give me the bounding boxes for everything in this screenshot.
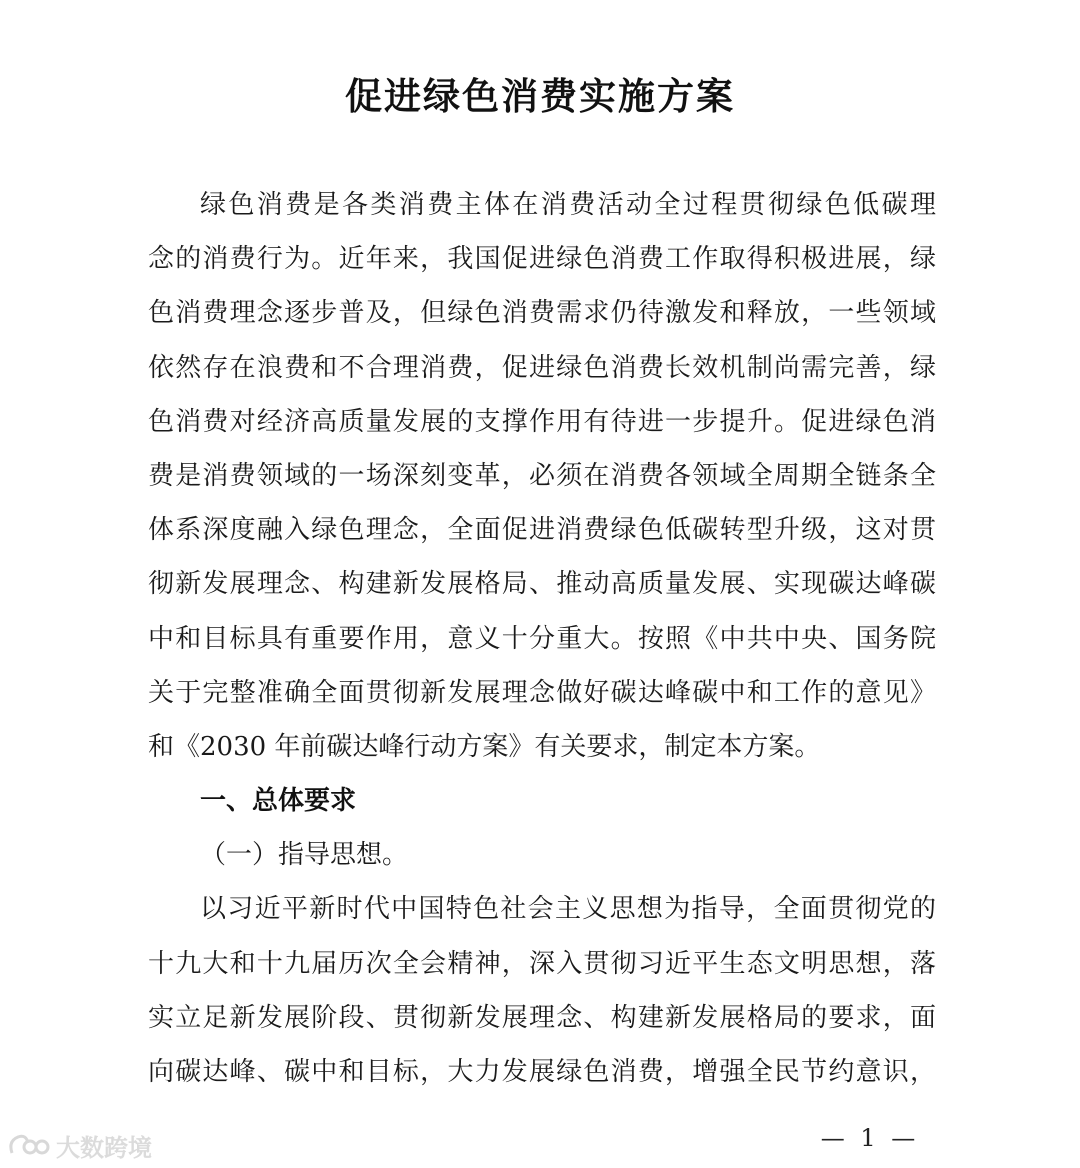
text-line: 实立足新发展阶段、贯彻新发展理念、构建新发展格局的要求，面 [148, 1002, 936, 1033]
text-line: 色消费理念逐步普及，但绿色消费需求仍待激发和释放，一些领域 [148, 298, 936, 329]
text-line: 关于完整准确全面贯彻新发展理念做好碳达峰碳中和工作的意见》 [148, 677, 936, 708]
logo-icon [6, 1131, 50, 1161]
text-line: 十九大和十九届历次全会精神，深入贯彻习近平生态文明思想，落 [148, 948, 936, 979]
text-line: 体系深度融入绿色理念，全面促进消费绿色低碳转型升级，这对贯 [148, 515, 936, 546]
text-line: 中和目标具有重要作用，意义十分重大。按照《中共中央、国务院 [148, 623, 936, 654]
document-body [148, 178, 936, 1099]
text-line: 绿色消费是各类消费主体在消费活动全过程贯彻绿色低碳理 [200, 190, 936, 220]
text-line: 念的消费行为。近年来，我国促进绿色消费工作取得积极进展，绿 [148, 244, 936, 275]
text-line: 色消费对经济高质量发展的支撑作用有待进一步提升。促进绿色消 [148, 406, 936, 437]
text-line: 依然存在浪费和不合理消费，促进绿色消费长效机制尚需完善，绿 [148, 352, 936, 383]
subsection-heading: （一）指导思想。 [200, 840, 409, 871]
watermark-text: 大数跨境 [56, 1134, 152, 1162]
text-line: 费是消费领域的一场深刻变革，必须在消费各领域全周期全链条全 [148, 460, 936, 491]
text-line: 彻新发展理念、构建新发展格局、推动高质量发展、实现碳达峰碳 [148, 569, 936, 600]
text-line: 以习近平新时代中国特色社会主义思想为指导，全面贯彻党的 [200, 894, 936, 925]
watermark [6, 1128, 152, 1163]
section-heading: 一、总体要求 [200, 786, 357, 817]
document-title: 促进绿色消费实施方案 [345, 74, 735, 118]
text-line: 和《2030 年前碳达峰行动方案》有关要求，制定本方案。 [148, 731, 821, 762]
text-line: 向碳达峰、碳中和目标，大力发展绿色消费，增强全民节约意识， [148, 1057, 936, 1087]
page-number: — 1 — [820, 1124, 920, 1152]
